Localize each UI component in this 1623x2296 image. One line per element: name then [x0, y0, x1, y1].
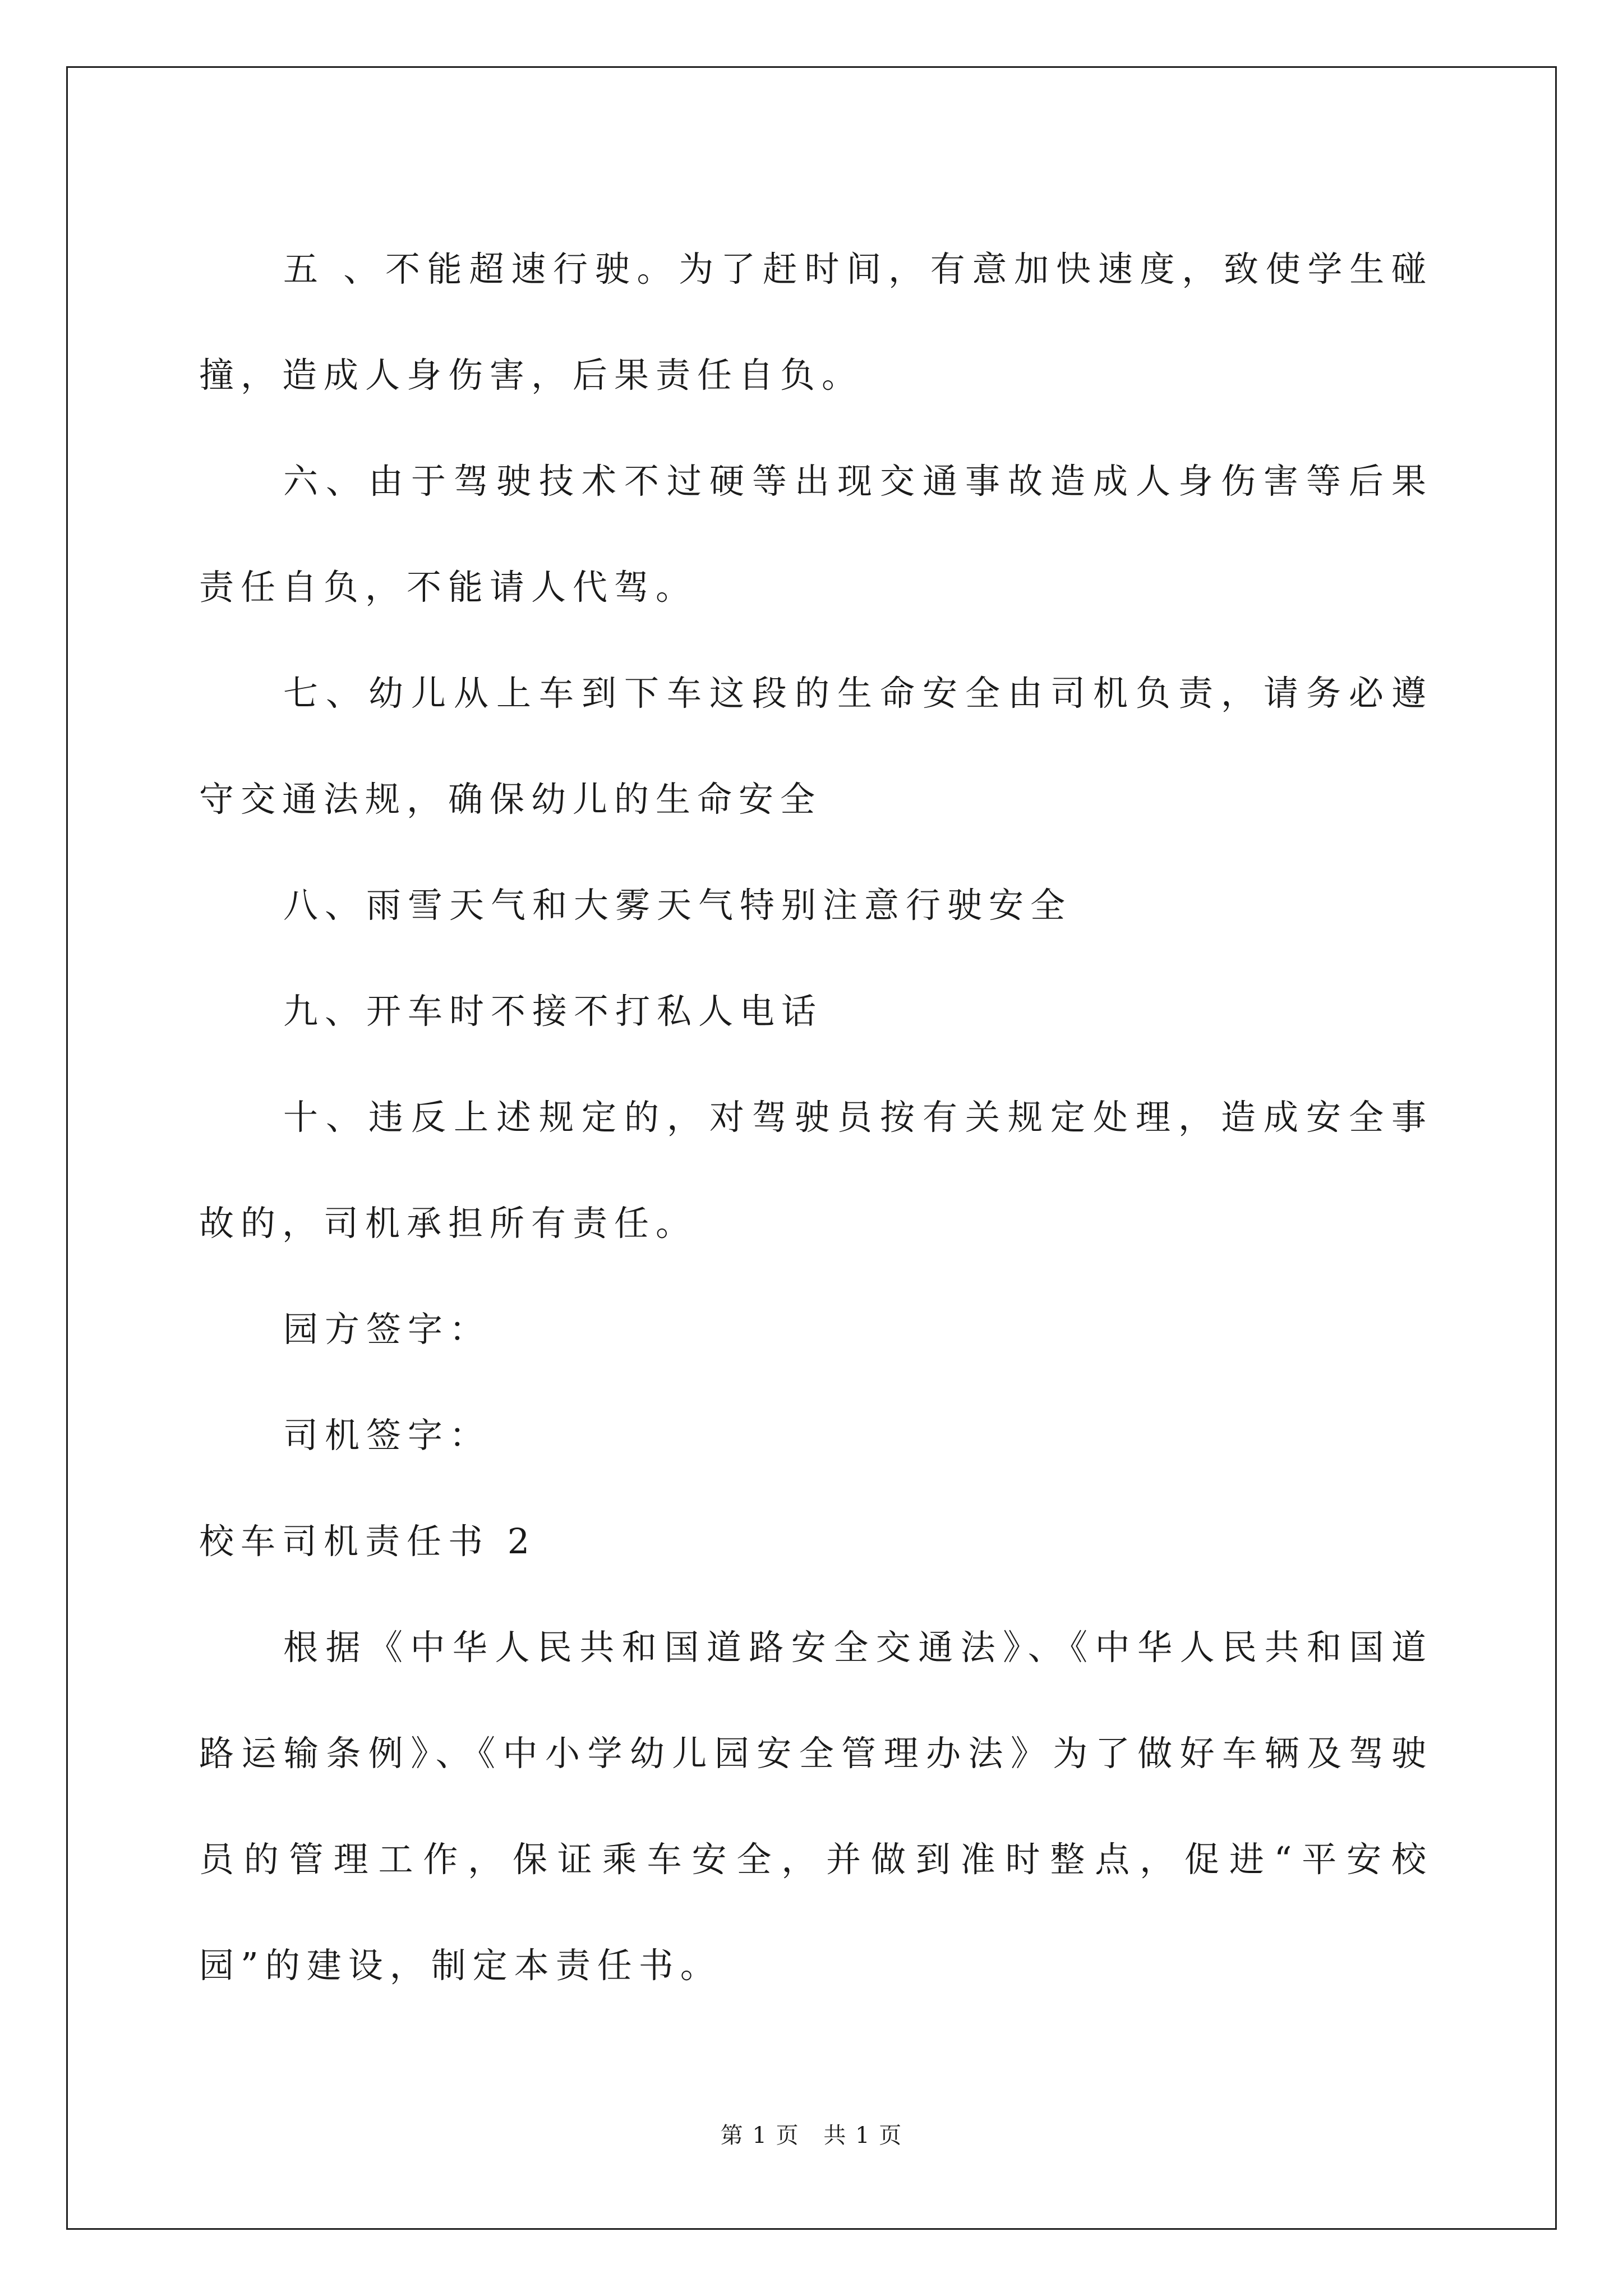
clause-7: 七、幼儿从上车到下车这段的生命安全由司机负责，请务必遵守交通法规，确保幼儿的生命安全 [199, 673, 1433, 820]
driver-signature-line: 司机签字： [283, 1415, 491, 1456]
clause-8: 八、雨雪天气和大雾天气特别注意行驶安全 [283, 885, 1072, 926]
clause-6: 六、由于驾驶技术不过硬等出现交通事故造成人身伤害等后果责任自负，不能请人代驾。 [199, 461, 1433, 608]
section-title: 校车司机责任书 2 [199, 1521, 537, 1562]
clause-10: 十、违反上述规定的，对驾驶员按有关规定处理，造成安全事故的，司机承担所有责任。 [199, 1097, 1433, 1244]
page-footer [0, 2118, 1623, 2150]
intro-paragraph: 根据《中华人民共和国道路安全交通法》、《中华人民共和国道路运输条例》、《中小学幼儿园安全管理办法》为了做好车辆及驾驶员的管理工作，保证乘车安全，并做到准时整点，促进“平安校园”的建设，制定本责任书。 [199, 1627, 1433, 1986]
school-signature-line: 园方签字： [283, 1309, 491, 1350]
document-body [199, 216, 1433, 2018]
page-number: 第 1 页 [720, 2123, 800, 2148]
clause-5: 五 、不能超速行驶。为了赶时间，有意加快速度，致使学生碰撞，造成人身伤害，后果责任自负。 [199, 249, 1433, 395]
page-total: 共 1 页 [823, 2123, 903, 2148]
clause-9: 九、开车时不接不打私人电话 [283, 991, 823, 1032]
